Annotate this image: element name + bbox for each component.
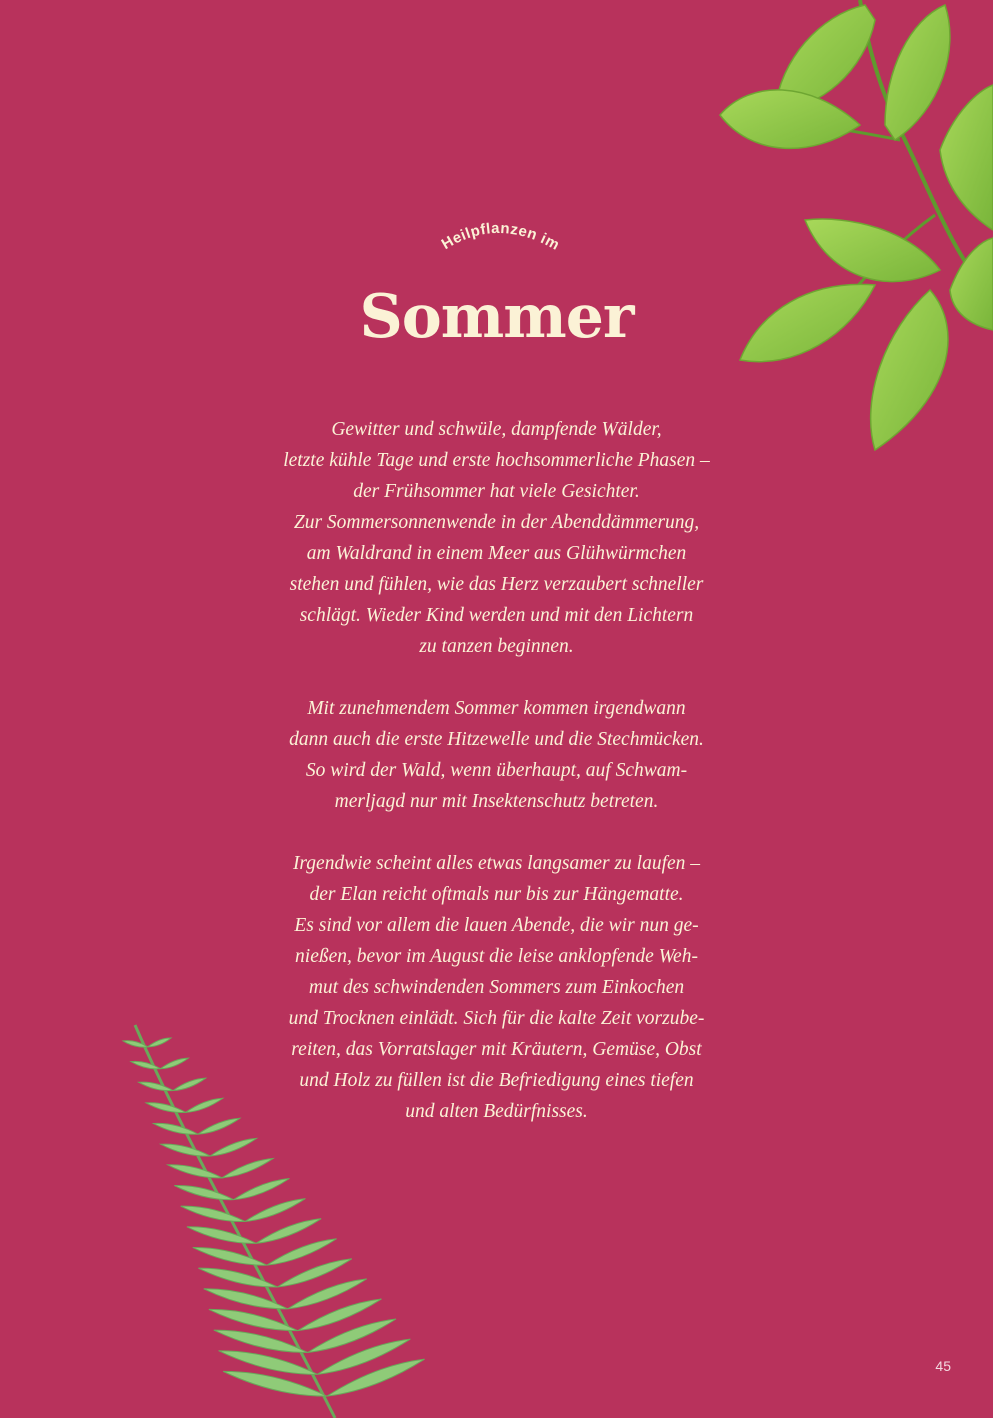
fern-pinna <box>174 1185 233 1199</box>
text-line: dann auch die erste Hitzewelle und die Stechmücken. <box>289 729 704 750</box>
fern-pinna <box>210 1138 256 1156</box>
paragraph-1 <box>250 414 743 662</box>
fern-pinna <box>222 1158 273 1177</box>
text-line: reiten, das Vorratslager mit Kräutern, Gemüse, Obst <box>291 1039 702 1060</box>
text-line: Es sind vor allem die lauen Abende, die wir nun ge- <box>294 915 699 936</box>
text-line: schlägt. Wieder Kind werden und mit den Lichtern <box>299 605 694 626</box>
text-line: und Trocknen einlädt. Sich für die kalte Zeit vorzube- <box>288 1008 705 1029</box>
fern-pinna <box>161 1144 210 1156</box>
fern-pinna <box>139 1082 174 1091</box>
fern-pinna <box>146 1103 186 1113</box>
text-line: zu tanzen beginnen. <box>419 636 574 657</box>
kicker-text: Heilpflanzen im <box>438 219 563 254</box>
leaf-illustration <box>700 0 993 460</box>
fern-pinna <box>186 1098 223 1112</box>
text-line: merljagd nur mit Insektenschutz betreten. <box>334 791 659 812</box>
text-line: und alten Bedürfnisses. <box>405 1101 588 1122</box>
text-line: So wird der Wald, wenn überhaupt, auf Schwam- <box>305 760 688 781</box>
page-number: 45 <box>935 1358 951 1374</box>
text-line: Gewitter und schwüle, dampfende Wälder, <box>331 419 662 440</box>
fern-pinna <box>193 1247 267 1265</box>
text-line: stehen und fühlen, wie das Herz verzaubert schneller <box>289 574 704 595</box>
page-title: Sommer <box>359 282 634 352</box>
text-line: am Waldrand in einem Meer aus Glühwürmchen <box>306 543 687 564</box>
fern-pinna <box>148 1038 171 1047</box>
paragraph-2 <box>250 693 743 817</box>
text-line: der Frühsommer hat viele Gesichter. <box>353 481 640 502</box>
text-line: mut des schwindenden Sommers zum Einkochen <box>308 977 685 998</box>
text-line: der Elan reicht oftmals nur bis zur Hängematte. <box>309 884 684 905</box>
kicker-arc <box>396 200 596 280</box>
text-line: und Holz zu füllen ist die Befriedigung eines tiefen <box>299 1070 694 1091</box>
fern-pinna <box>160 1058 188 1069</box>
fern-pinna <box>173 1078 206 1090</box>
fern-pinna <box>267 1239 337 1265</box>
fern-pinna <box>181 1206 245 1221</box>
text-line: letzte kühle Tage und erste hochsommerliche Phasen – <box>283 450 710 471</box>
fern-pinna <box>168 1165 222 1178</box>
fern-pinna <box>154 1123 198 1134</box>
text-line: Mit zunehmendem Sommer kommen irgendwann <box>307 698 686 719</box>
fern-pinna <box>256 1219 321 1244</box>
fern-illustration <box>95 1020 435 1418</box>
fern-pinna <box>234 1179 290 1200</box>
fern-pinna <box>198 1118 240 1134</box>
text-line: Irgendwie scheint alles etwas langsamer zu laufen – <box>292 853 701 874</box>
fern-pinna <box>204 1289 288 1309</box>
fern-pinna <box>198 1268 277 1287</box>
text-line: Zur Sommersonnenwende in der Abenddämmerung, <box>293 512 700 533</box>
text-line: nießen, bevor im August die leise anklopfende Weh- <box>295 946 698 967</box>
fern-pinna <box>214 1330 308 1352</box>
svg-text:Heilpflanzen im <box>439 220 563 254</box>
fern-pinna <box>131 1061 161 1069</box>
fern-pinna <box>187 1227 256 1244</box>
fern-pinna <box>277 1259 351 1287</box>
fern-pinna <box>245 1199 305 1222</box>
